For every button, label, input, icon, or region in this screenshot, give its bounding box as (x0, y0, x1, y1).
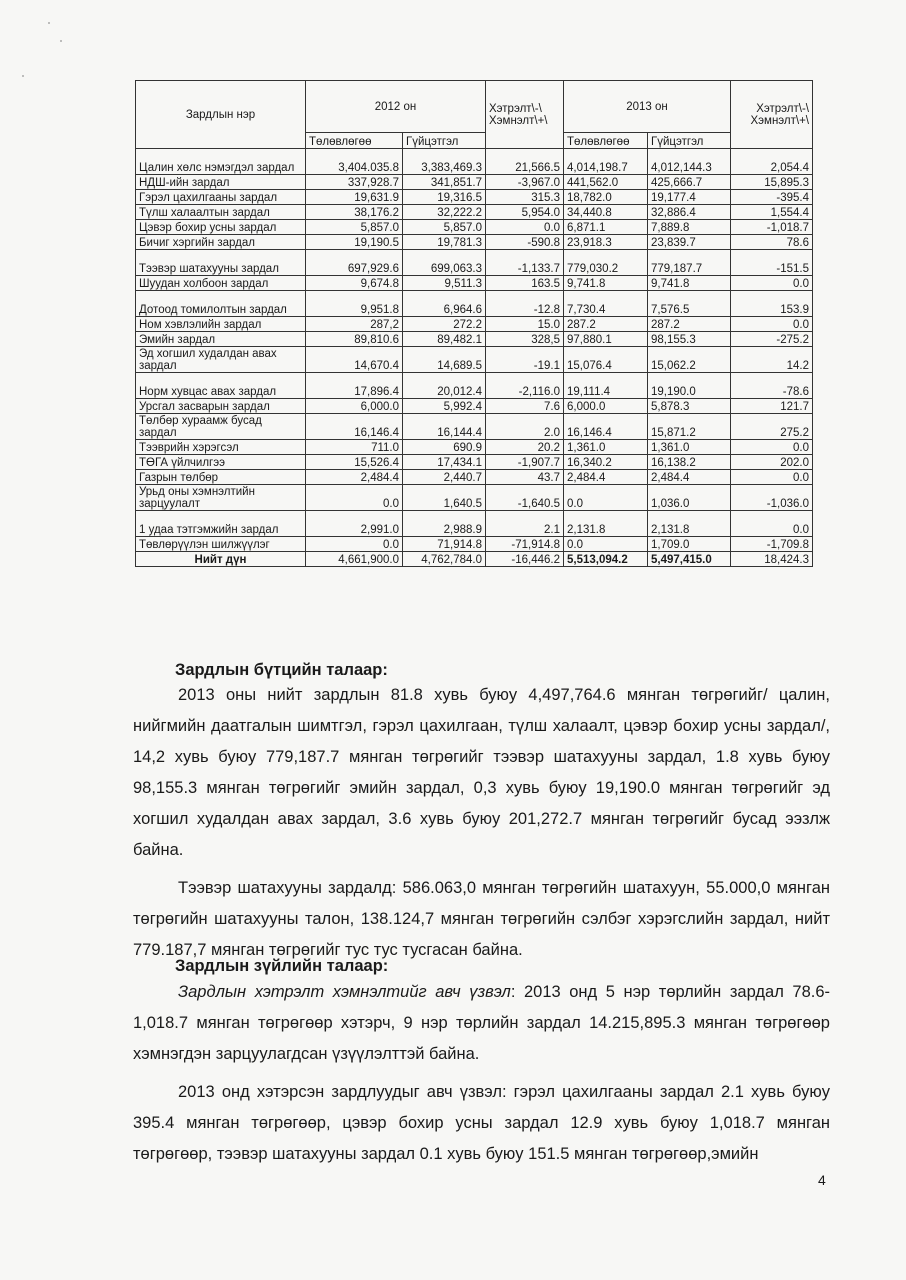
section-heading-items: Зардлын зүйлийн талаар: (175, 957, 389, 975)
cell-p13: 0.0 (564, 537, 648, 552)
cell-p12: 2,991.0 (306, 511, 403, 537)
cell-a12: 1,640.5 (403, 485, 486, 511)
cell-p13: 6,871.1 (564, 220, 648, 235)
table-row (136, 250, 813, 276)
cell-a13: 32,886.4 (648, 205, 731, 220)
cell-a13: 15,871.2 (648, 414, 731, 440)
row-expense-name: Тээврийн хэрэгсэл (136, 440, 306, 455)
cell-a12: 6,964.6 (403, 291, 486, 317)
total-d13: 18,424.3 (731, 552, 813, 567)
cell-p13: 34,440.8 (564, 205, 648, 220)
page-number: 4 (818, 1172, 826, 1188)
cell-p13: 0.0 (564, 485, 648, 511)
cell-d13: -275.2 (731, 332, 813, 347)
cell-a13: 19,177.4 (648, 190, 731, 205)
cell-a13: 1,709.0 (648, 537, 731, 552)
table-row (136, 276, 813, 291)
cell-d12: 2.0 (486, 414, 564, 440)
cell-d12: -71,914.8 (486, 537, 564, 552)
cell-a13: 98,155.3 (648, 332, 731, 347)
row-expense-name: НДШ-ийн зардал (136, 175, 306, 190)
table-row (136, 149, 813, 175)
cell-p13: 97,880.1 (564, 332, 648, 347)
row-expense-name: Түлш халаалтын зардал (136, 205, 306, 220)
cell-d12: 2.1 (486, 511, 564, 537)
total-a13: 5,497,415.0 (648, 552, 731, 567)
cell-d12: -1,907.7 (486, 455, 564, 470)
cell-d13: 0.0 (731, 317, 813, 332)
row-expense-name: Гэрэл цахилгааны зардал (136, 190, 306, 205)
row-expense-name: Норм хувцас авах зардал (136, 373, 306, 399)
cell-p13: 2,484.4 (564, 470, 648, 485)
paragraph: 2013 онд хэтэрсэн зардлуудыг авч үзвэл: гэрэл цахилгааны зардал 2.1 хувь буюу 395.4 мянган төгрөгөөр, цэвэр бохир усны зардал 12.9 хувь буюу 1,018.7 мянган төгрөгөөр, тээвэр шатахууны зардал 0.1 хувь буюу 151.5 мянган төгрөгөөр,эмийн (133, 1083, 830, 1163)
cell-a12: 14,689.5 (403, 347, 486, 373)
cell-d12: 7.6 (486, 399, 564, 414)
paragraph: Тээвэр шатахууны зардалд: 586.063,0 мянган төгрөгийн шатахуун, 55.000,0 мянган төгрөгийн шатахууны талон, 138.124,7 мянган төгрөгийн сэлбэг хэрэгслийн зардал, нийт 779.187,7 мянган төгрөгийг тус тус тусгасан байна. (133, 879, 830, 959)
cell-d12: 163.5 (486, 276, 564, 291)
cell-p12: 337,928.7 (306, 175, 403, 190)
cell-p12: 2,484.4 (306, 470, 403, 485)
row-expense-name: Ном хэвлэлийн зардал (136, 317, 306, 332)
cell-d12: 5,954.0 (486, 205, 564, 220)
row-expense-name: Шуудан холбоон зардал (136, 276, 306, 291)
cell-p13: 18,782.0 (564, 190, 648, 205)
cell-p13: 4,014,198.7 (564, 149, 648, 175)
cell-d13: -1,036.0 (731, 485, 813, 511)
cell-a12: 5,857.0 (403, 220, 486, 235)
expense-table (135, 80, 813, 567)
cell-d13: -151.5 (731, 250, 813, 276)
table-row (136, 537, 813, 552)
cell-a12: 17,434.1 (403, 455, 486, 470)
cell-a13: 2,131.8 (648, 511, 731, 537)
cell-p12: 9,674.8 (306, 276, 403, 291)
row-expense-name: Дотоод томилолтын зардал (136, 291, 306, 317)
cell-a12: 32,222.2 (403, 205, 486, 220)
cell-p13: 6,000.0 (564, 399, 648, 414)
total-p12: 4,661,900.0 (306, 552, 403, 567)
table-row (136, 235, 813, 250)
cell-d13: 0.0 (731, 511, 813, 537)
cell-p13: 287.2 (564, 317, 648, 332)
cell-p12: 19,631.9 (306, 190, 403, 205)
cell-d13: -1,018.7 (731, 220, 813, 235)
cell-d13: 0.0 (731, 440, 813, 455)
cell-d13: -1,709.8 (731, 537, 813, 552)
cell-a12: 690.9 (403, 440, 486, 455)
cell-a12: 20,012.4 (403, 373, 486, 399)
col-header-actual-2012: Гүйцэтгэл (403, 133, 486, 149)
table-row (136, 511, 813, 537)
table-row (136, 317, 813, 332)
table-row (136, 399, 813, 414)
cell-d13: 0.0 (731, 470, 813, 485)
table-row (136, 205, 813, 220)
table-row (136, 175, 813, 190)
col-header-diff-2012: Хэтрэлт\-\ Хэмнэлт\+\ (486, 81, 564, 149)
row-expense-name: Бичиг хэргийн зардал (136, 235, 306, 250)
table-row (136, 485, 813, 511)
cell-p13: 9,741.8 (564, 276, 648, 291)
cell-a13: 5,878.3 (648, 399, 731, 414)
cell-d13: 2,054.4 (731, 149, 813, 175)
cell-p13: 2,131.8 (564, 511, 648, 537)
section-items-text (133, 977, 830, 1170)
cell-p12: 5,857.0 (306, 220, 403, 235)
table-row (136, 332, 813, 347)
cell-d12: -2,116.0 (486, 373, 564, 399)
col-header-actual-2013: Гүйцэтгэл (648, 133, 731, 149)
cell-a12: 19,316.5 (403, 190, 486, 205)
total-label: Нийт дүн (136, 552, 306, 567)
cell-p13: 779,030.2 (564, 250, 648, 276)
cell-a12: 89,482.1 (403, 332, 486, 347)
cell-a13: 15,062.2 (648, 347, 731, 373)
table-row (136, 190, 813, 205)
cell-a12: 272.2 (403, 317, 486, 332)
cell-a12: 2,988.9 (403, 511, 486, 537)
cell-d13: 78.6 (731, 235, 813, 250)
section-heading-structure: Зардлын бүтцийн талаар: (175, 661, 388, 679)
row-expense-name: Урсгал засварын зардал (136, 399, 306, 414)
cell-d12: -19.1 (486, 347, 564, 373)
cell-d12: -590.8 (486, 235, 564, 250)
cell-d12: 43.7 (486, 470, 564, 485)
cell-a12: 19,781.3 (403, 235, 486, 250)
table-row (136, 291, 813, 317)
cell-d13: 121.7 (731, 399, 813, 414)
cell-p12: 0.0 (306, 485, 403, 511)
scan-speck (60, 40, 62, 42)
cell-p13: 1,361.0 (564, 440, 648, 455)
cell-d12: 15.0 (486, 317, 564, 332)
cell-p12: 697,929.6 (306, 250, 403, 276)
cell-d12: -1,133.7 (486, 250, 564, 276)
cell-d13: 153.9 (731, 291, 813, 317)
cell-d12: 0.0 (486, 220, 564, 235)
cell-a13: 9,741.8 (648, 276, 731, 291)
cell-p12: 3,404.035.8 (306, 149, 403, 175)
cell-a13: 779,187.7 (648, 250, 731, 276)
cell-a12: 3,383,469.3 (403, 149, 486, 175)
cell-p13: 16,340.2 (564, 455, 648, 470)
cell-p12: 0.0 (306, 537, 403, 552)
row-expense-name: Төлбөр хураамж бусад зардал (136, 414, 306, 440)
paragraph (133, 977, 830, 1070)
cell-d12: 21,566.5 (486, 149, 564, 175)
cell-a13: 16,138.2 (648, 455, 731, 470)
cell-d13: 0.0 (731, 276, 813, 291)
cell-p12: 16,146.4 (306, 414, 403, 440)
cell-a13: 19,190.0 (648, 373, 731, 399)
cell-d12: -1,640.5 (486, 485, 564, 511)
cell-a13: 1,036.0 (648, 485, 731, 511)
row-expense-name: Урьд оны хэмнэлтийн зарцуулалт (136, 485, 306, 511)
cell-a12: 2,440.7 (403, 470, 486, 485)
scan-speck (22, 75, 24, 77)
scan-speck (48, 22, 50, 24)
table-row (136, 440, 813, 455)
cell-p12: 15,526.4 (306, 455, 403, 470)
col-header-2012: 2012 он (306, 81, 486, 133)
cell-p13: 15,076.4 (564, 347, 648, 373)
row-expense-name: Газрын төлбөр (136, 470, 306, 485)
cell-a13: 23,839.7 (648, 235, 731, 250)
cell-d13: 14.2 (731, 347, 813, 373)
row-expense-name: Цэвэр бохир усны зардал (136, 220, 306, 235)
cell-p12: 17,896.4 (306, 373, 403, 399)
paragraph: 2013 оны нийт зардлын 81.8 хувь буюу 4,497,764.6 мянган төгрөгийг/ цалин, нийгмийн даатгалын шимтгэл, гэрэл цахилгаан, түлш халаалт, цэвэр бохир усны зардал/, 14,2 хувь буюу 779,187.7 мянган төгрөгийг тээвэр шатахууны зардал, 1.8 хувь буюу 98,155.3 мянган төгрөгийг эмийн зардал, 0,3 хувь буюу 19,190.0 мянган төгрөгийг эд хогшил худалдан авах зардал, 3.6 хувь буюу 201,272.7 мянган төгрөгийг бусад ээзлж байна. (133, 686, 830, 859)
cell-p12: 711.0 (306, 440, 403, 455)
table-row (136, 347, 813, 373)
italic-lead: Зардлын хэтрэлт хэмнэлтийг авч үзвэл (178, 983, 511, 1001)
cell-p12: 6,000.0 (306, 399, 403, 414)
table-row (136, 220, 813, 235)
cell-d13: 15,895.3 (731, 175, 813, 190)
cell-a12: 5,992.4 (403, 399, 486, 414)
cell-p12: 89,810.6 (306, 332, 403, 347)
cell-d13: -395.4 (731, 190, 813, 205)
row-expense-name: Төвлөрүүлэн шилжүүлэг (136, 537, 306, 552)
cell-d13: -78.6 (731, 373, 813, 399)
cell-d12: 315.3 (486, 190, 564, 205)
row-expense-name: 1 удаа тэтгэмжийн зардал (136, 511, 306, 537)
cell-d12: 20.2 (486, 440, 564, 455)
cell-a13: 2,484.4 (648, 470, 731, 485)
paragraph-rest: : 2013 онд 5 нэр төрлийн зардал 78.6-1,018.7 мянган төгрөгөөр хэтэрч, 9 нэр төрлийн зардал 14.215,895.3 мянган төгрөгөөр хэмнэгдэн зарцуулагдсан үзүүлэлттэй байна. (133, 983, 831, 1063)
cell-a12: 341,851.7 (403, 175, 486, 190)
row-expense-name: Эд хогшил худалдан авах зардал (136, 347, 306, 373)
cell-p12: 38,176.2 (306, 205, 403, 220)
cell-a13: 7,576.5 (648, 291, 731, 317)
total-p13: 5,513,094.2 (564, 552, 648, 567)
table-row (136, 470, 813, 485)
cell-p13: 7,730.4 (564, 291, 648, 317)
cell-p12: 9,951.8 (306, 291, 403, 317)
total-d12: -16,446.2 (486, 552, 564, 567)
total-a12: 4,762,784.0 (403, 552, 486, 567)
col-header-2013: 2013 он (564, 81, 731, 133)
cell-p13: 23,918.3 (564, 235, 648, 250)
row-expense-name: Тээвэр шатахууны зардал (136, 250, 306, 276)
cell-a13: 1,361.0 (648, 440, 731, 455)
row-expense-name: Эмийн зардал (136, 332, 306, 347)
cell-d12: -12.8 (486, 291, 564, 317)
table-total-row (136, 552, 813, 567)
col-header-plan-2012: Төлөвлөгөө (306, 133, 403, 149)
cell-p13: 19,111.4 (564, 373, 648, 399)
cell-p12: 14,670.4 (306, 347, 403, 373)
cell-p12: 19,190.5 (306, 235, 403, 250)
cell-p13: 16,146.4 (564, 414, 648, 440)
row-expense-name: ТӨГА үйлчилгээ (136, 455, 306, 470)
table-row (136, 414, 813, 440)
cell-a12: 9,511.3 (403, 276, 486, 291)
cell-d12: 328,5 (486, 332, 564, 347)
cell-a12: 699,063.3 (403, 250, 486, 276)
cell-d12: -3,967.0 (486, 175, 564, 190)
cell-d13: 1,554.4 (731, 205, 813, 220)
cell-d13: 202.0 (731, 455, 813, 470)
col-header-diff-2013: Хэтрэлт\-\ Хэмнэлт\+\ (731, 81, 813, 149)
cell-a13: 425,666.7 (648, 175, 731, 190)
table-row (136, 455, 813, 470)
cell-p13: 441,562.0 (564, 175, 648, 190)
col-header-name: Зардлын нэр (136, 81, 306, 149)
row-expense-name: Цалин хөлс нэмэгдэл зардал (136, 149, 306, 175)
col-header-plan-2013: Төлөвлөгөө (564, 133, 648, 149)
cell-a12: 16,144.4 (403, 414, 486, 440)
cell-p12: 287,2 (306, 317, 403, 332)
cell-a13: 4,012,144.3 (648, 149, 731, 175)
table-row (136, 373, 813, 399)
cell-a13: 7,889.8 (648, 220, 731, 235)
cell-a13: 287.2 (648, 317, 731, 332)
cell-a12: 71,914.8 (403, 537, 486, 552)
section-structure-text (133, 680, 830, 966)
table-body (136, 149, 813, 567)
cell-d13: 275.2 (731, 414, 813, 440)
